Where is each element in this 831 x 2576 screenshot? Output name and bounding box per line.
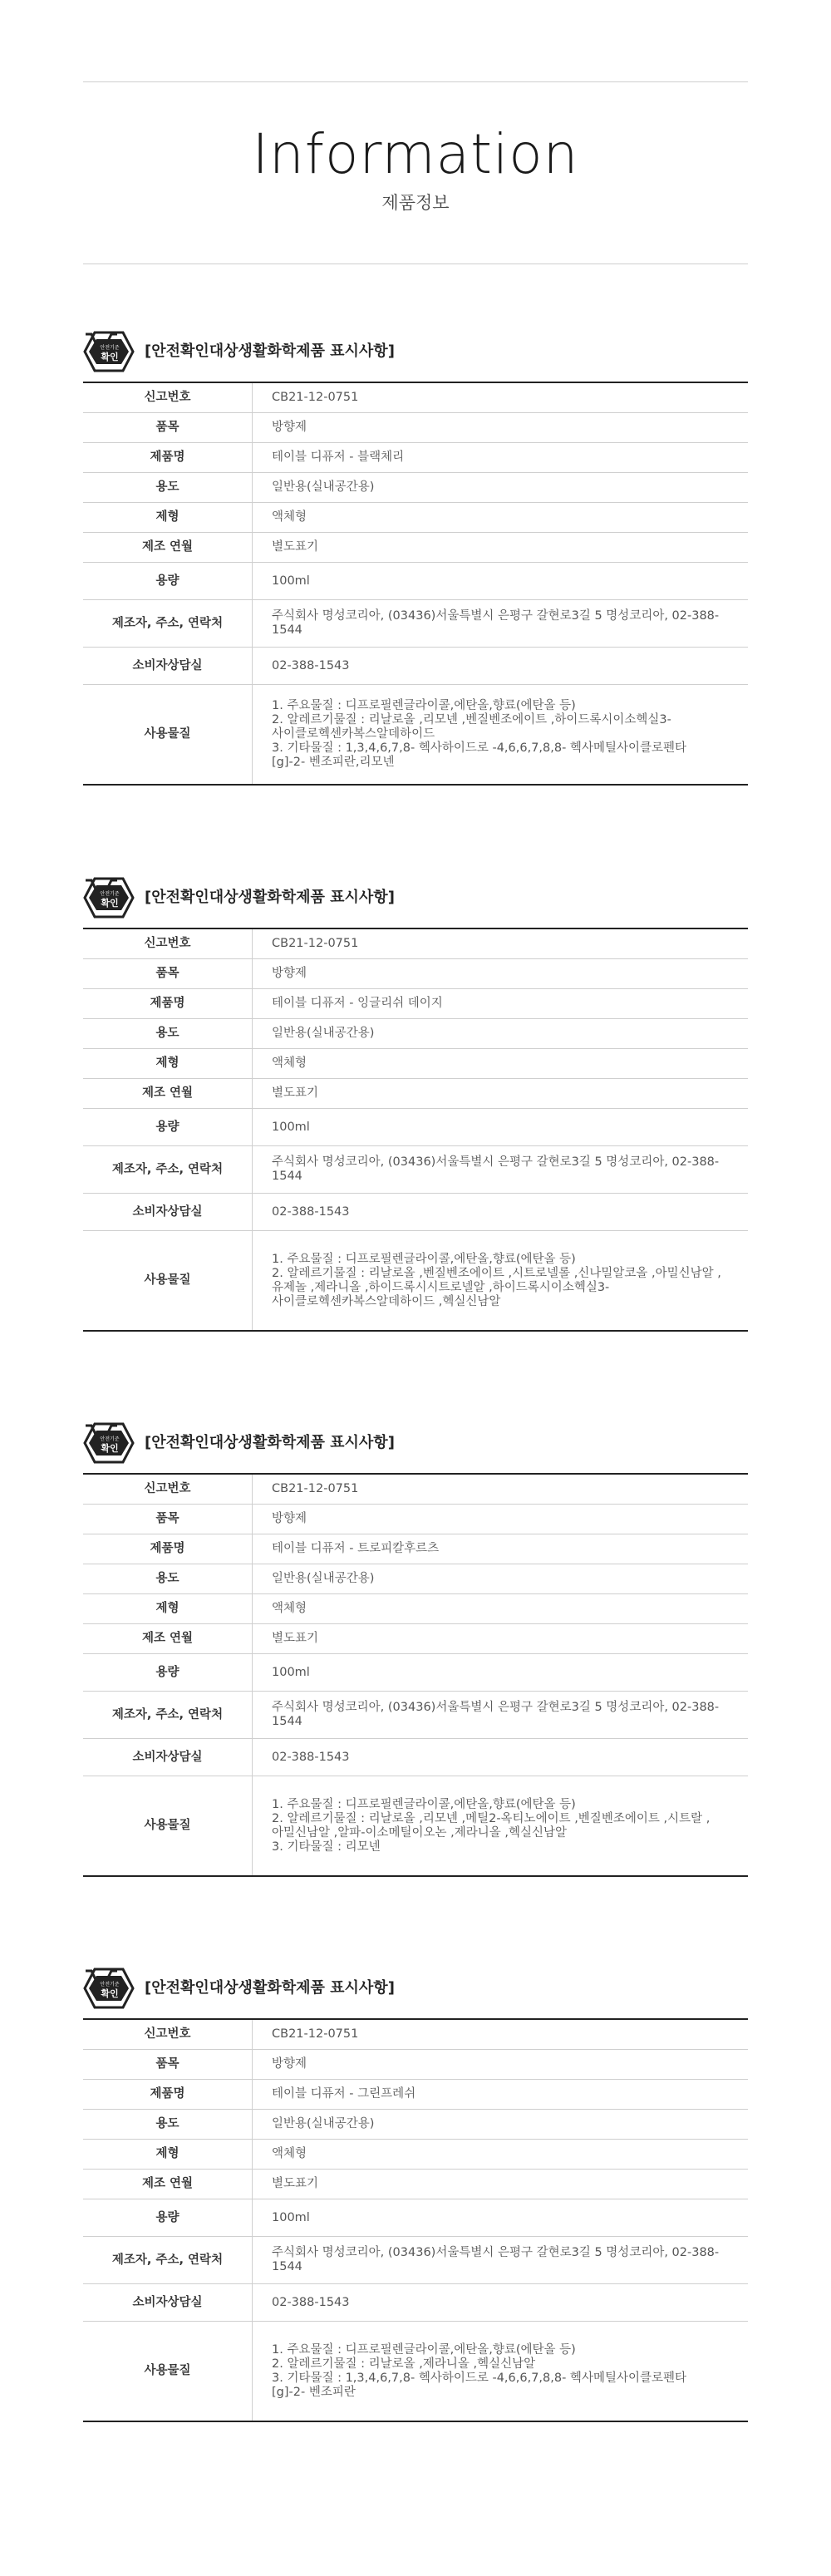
formulation-value: 액체형 [253,503,749,533]
table-row [83,2199,748,2237]
row-label-product-name: 제품명 [83,2080,253,2110]
row-label-item: 품목 [83,2050,253,2080]
manufacture-date-value: 별도표기 [253,533,749,563]
table-row [83,1534,748,1564]
row-label-substances: 사용물질 [83,1776,253,1877]
table-row [83,1739,748,1776]
row-label-manufacturer: 제조자, 주소, 연락처 [83,1146,253,1194]
manufacturer-value: 주식회사 명성코리아, (03436)서울특별시 은평구 갈현로3길 5 명성코리아, 02-388-1544 [253,1146,749,1194]
substance-line: 아밀신남알 ,알파-이소메틸이오논 ,제라니올 ,헥실신남알 [272,1825,568,1840]
table-row [83,928,748,959]
row-label-manufacture-date: 제조 연월 [83,2170,253,2199]
report-no-value: CB21-12-0751 [253,928,749,959]
manufacturer-value: 주식회사 명성코리아, (03436)서울특별시 은평구 갈현로3길 5 명성코리아, 02-388-1544 [253,1692,749,1739]
manufacturer-value: 주식회사 명성코리아, (03436)서울특별시 은평구 갈현로3길 5 명성코리아, 02-388-1544 [253,2237,749,2284]
safety-check-hexagon-icon [83,1421,135,1465]
table-row [83,1776,748,1877]
table-row [83,2019,748,2050]
row-label-product-name: 제품명 [83,1534,253,1564]
top-divider [83,81,748,82]
consumer-center-value: 02-388-1543 [253,2284,749,2322]
row-label-report-no: 신고번호 [83,382,253,413]
substance-line: [g]-2- 벤조피란,리모넨 [272,756,395,769]
substances-value [253,685,749,786]
table-row [83,1594,748,1624]
table-row [83,1505,748,1534]
row-label-substances: 사용물질 [83,1231,253,1332]
section-header [83,1965,748,2013]
capacity-value: 100ml [253,1109,749,1146]
table-row [83,1019,748,1049]
table-row [83,533,748,563]
formulation-value: 액체형 [253,2140,749,2170]
section-title: [안전확인대상생활화학제품 표시사항] [145,889,395,906]
table-row [83,1692,748,1739]
table-row [83,1109,748,1146]
row-label-consumer-center: 소비자상담실 [83,648,253,685]
usage-value: 일반용(실내공간용) [253,1019,749,1049]
substance-line: 1. 주요물질 : 디프로필렌글라이콜,에탄올,향료(에탄올 등) [272,1252,576,1266]
table-row [83,685,748,786]
product-info-table [83,382,748,786]
table-row [83,563,748,600]
substance-line: 2. 알레르기물질 : 리날로올 ,제라니올 ,헥실신남알 [272,2357,536,2371]
table-row [83,648,748,685]
product-info-table [83,1473,748,1877]
row-label-manufacturer: 제조자, 주소, 연락처 [83,1692,253,1739]
row-label-formulation: 제형 [83,1594,253,1624]
product-info-section [83,328,748,786]
table-row [83,413,748,443]
capacity-value: 100ml [253,563,749,600]
badge-main-text: 확인 [101,1443,119,1454]
table-row [83,443,748,473]
product-name-value: 테이블 디퓨저 - 잉글리쉬 데이지 [253,989,749,1019]
usage-value: 일반용(실내공간용) [253,2110,749,2140]
consumer-center-value: 02-388-1543 [253,1194,749,1231]
row-label-substances: 사용물질 [83,2322,253,2422]
badge-top-text: 안전기준 [100,891,120,897]
table-row [83,1079,748,1109]
formulation-value: 액체형 [253,1049,749,1079]
row-label-report-no: 신고번호 [83,1474,253,1505]
badge-top-text: 안전기준 [100,1982,120,1987]
badge-top-text: 안전기준 [100,1436,120,1442]
row-label-usage: 용도 [83,473,253,503]
row-label-product-name: 제품명 [83,443,253,473]
section-title: [안전확인대상생활화학제품 표시사항] [145,1434,395,1451]
row-label-product-name: 제품명 [83,989,253,1019]
table-row [83,989,748,1019]
formulation-value: 액체형 [253,1594,749,1624]
substance-line: [g]-2- 벤조피란 [272,2385,356,2399]
product-info-table [83,2018,748,2422]
row-label-item: 품목 [83,1505,253,1534]
product-name-value: 테이블 디퓨저 - 트로피칼후르츠 [253,1534,749,1564]
section-header [83,328,748,377]
table-row [83,2170,748,2199]
substance-line: 1. 주요물질 : 디프로필렌글라이콜,에탄올,향료(에탄올 등) [272,2342,576,2357]
row-label-formulation: 제형 [83,503,253,533]
row-label-capacity: 용량 [83,1654,253,1692]
substance-line: 1. 주요물질 : 디프로필렌글라이콜,에탄올,향료(에탄올 등) [272,1797,576,1811]
substance-line: 사이클로헥센카복스알데하이드 [272,727,435,741]
capacity-value: 100ml [253,1654,749,1692]
row-label-manufacturer: 제조자, 주소, 연락처 [83,2237,253,2284]
report-no-value: CB21-12-0751 [253,1474,749,1505]
usage-value: 일반용(실내공간용) [253,473,749,503]
manufacturer-value: 주식회사 명성코리아, (03436)서울특별시 은평구 갈현로3길 5 명성코리아, 02-388-1544 [253,600,749,648]
row-label-report-no: 신고번호 [83,2019,253,2050]
table-row [83,503,748,533]
product-name-value: 테이블 디퓨저 - 그린프레쉬 [253,2080,749,2110]
table-row [83,1654,748,1692]
table-row [83,1146,748,1194]
consumer-center-value: 02-388-1543 [253,1739,749,1776]
page-title: Information [252,122,579,186]
page-subtitle: 제품정보 [381,193,450,213]
substance-line: 2. 알레르기물질 : 리날로올 ,리모넨 ,벤질벤조에이트 ,하이드록시이소헥실3- [272,713,671,727]
row-label-manufacture-date: 제조 연월 [83,1624,253,1654]
row-label-item: 품목 [83,959,253,989]
table-row [83,2080,748,2110]
table-row [83,2237,748,2284]
table-row [83,1194,748,1231]
row-label-manufacturer: 제조자, 주소, 연락처 [83,600,253,648]
row-label-usage: 용도 [83,2110,253,2140]
table-row [83,2284,748,2322]
safety-check-hexagon-icon [83,876,135,919]
row-label-formulation: 제형 [83,1049,253,1079]
row-label-substances: 사용물질 [83,685,253,786]
substance-line: 2. 알레르기물질 : 리날로올 ,벤질벤조에이트 ,시트로넬롤 ,신나밀알코올 ,아밀신남알 , [272,1266,721,1280]
substance-line: 사이클로헥센카복스알데하이드 ,헥실신남알 [272,1294,501,1308]
row-label-capacity: 용량 [83,1109,253,1146]
manufacture-date-value: 별도표기 [253,1079,749,1109]
table-row [83,600,748,648]
table-row [83,1231,748,1332]
product-info-section [83,1420,748,1877]
table-row [83,2050,748,2080]
section-title: [안전확인대상생활화학제품 표시사항] [145,1979,395,1997]
row-label-capacity: 용량 [83,563,253,600]
item-value: 방향제 [253,959,749,989]
badge-main-text: 확인 [101,898,119,909]
substance-line: 3. 기타물질 : 리모넨 [272,1840,381,1854]
substance-line: 3. 기타물질 : 1,3,4,6,7,8- 헥사하이드로 -4,6,6,7,8,8- 헥사메틸사이클로펜타 [272,741,687,755]
substances-value [253,1776,749,1877]
table-row [83,2140,748,2170]
table-row [83,1624,748,1654]
item-value: 방향제 [253,413,749,443]
badge-top-text: 안전기준 [100,345,120,351]
item-value: 방향제 [253,1505,749,1534]
product-info-table [83,928,748,1332]
table-row [83,473,748,503]
table-row [83,2322,748,2422]
product-name-value: 테이블 디퓨저 - 블랙체리 [253,443,749,473]
table-row [83,959,748,989]
report-no-value: CB21-12-0751 [253,2019,749,2050]
product-info-section [83,874,748,1332]
row-label-capacity: 용량 [83,2199,253,2237]
row-label-formulation: 제형 [83,2140,253,2170]
consumer-center-value: 02-388-1543 [253,648,749,685]
row-label-consumer-center: 소비자상담실 [83,2284,253,2322]
row-label-report-no: 신고번호 [83,928,253,959]
row-label-manufacture-date: 제조 연월 [83,533,253,563]
row-label-consumer-center: 소비자상담실 [83,1739,253,1776]
row-label-usage: 용도 [83,1564,253,1594]
section-title: [안전확인대상생활화학제품 표시사항] [145,342,395,360]
section-header [83,874,748,923]
safety-check-hexagon-icon [83,1967,135,2010]
row-label-consumer-center: 소비자상담실 [83,1194,253,1231]
product-info-section [83,1965,748,2422]
item-value: 방향제 [253,2050,749,2080]
badge-main-text: 확인 [101,1988,119,1999]
table-row [83,1564,748,1594]
manufacture-date-value: 별도표기 [253,1624,749,1654]
row-label-manufacture-date: 제조 연월 [83,1079,253,1109]
table-row [83,1474,748,1505]
row-label-usage: 용도 [83,1019,253,1049]
substances-value [253,2322,749,2422]
substance-line: 1. 주요물질 : 디프로필렌글라이콜,에탄올,향료(에탄올 등) [272,699,576,712]
safety-check-hexagon-icon [83,330,135,373]
capacity-value: 100ml [253,2199,749,2237]
row-label-item: 품목 [83,413,253,443]
report-no-value: CB21-12-0751 [253,382,749,413]
section-header [83,1420,748,1468]
substances-value [253,1231,749,1332]
badge-main-text: 확인 [101,352,119,362]
substance-line: 2. 알레르기물질 : 리날로올 ,리모넨 ,메틸2-옥티노에이트 ,벤질벤조에이트 ,시트랄 , [272,1811,711,1825]
substance-line: 3. 기타물질 : 1,3,4,6,7,8- 헥사하이드로 -4,6,6,7,8,8- 헥사메틸사이클로펜타 [272,2371,687,2385]
manufacture-date-value: 별도표기 [253,2170,749,2199]
table-row [83,1049,748,1079]
usage-value: 일반용(실내공간용) [253,1564,749,1594]
table-row [83,2110,748,2140]
table-row [83,382,748,413]
substance-line: 유제놀 ,제라니올 ,하이드록시시트로넬알 ,하이드록시이소헥실3- [272,1280,610,1294]
